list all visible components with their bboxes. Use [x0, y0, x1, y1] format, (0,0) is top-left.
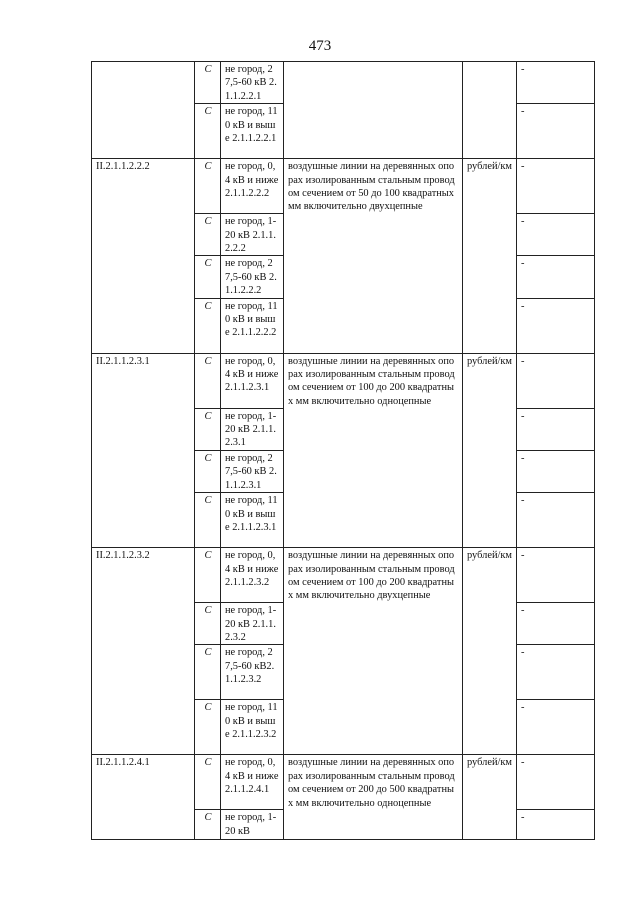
unit-cell	[463, 62, 517, 159]
item-code-cell: II.2.1.1.2.3.1	[92, 353, 195, 547]
tariff-table-body	[92, 62, 595, 840]
rate-value-cell: -	[517, 298, 595, 353]
category-letter-cell: С	[195, 159, 221, 214]
item-code-cell: II.2.1.1.2.2.2	[92, 159, 195, 353]
rate-value-cell: -	[517, 700, 595, 755]
line-description-cell: воздушные линии на деревянных опорах изолированным стальным проводом сечением от 200 до 500 квадратных мм включительно одноцепные	[284, 755, 463, 840]
table-row	[92, 755, 595, 810]
area-voltage-cell: не город, 110 кВ и выше 2.1.1.2.3.1	[221, 493, 284, 548]
rate-value-cell: -	[517, 603, 595, 645]
line-description-cell: воздушные линии на деревянных опорах изолированным стальным проводом сечением от 100 до 200 квадратных мм включительно одноцепные	[284, 353, 463, 547]
table-row	[92, 62, 595, 104]
category-letter-cell: С	[195, 645, 221, 700]
category-letter-cell: С	[195, 62, 221, 104]
rate-value-cell: -	[517, 256, 595, 298]
unit-cell: рублей/км	[463, 755, 517, 840]
area-voltage-cell: не город, 110 кВ и выше 2.1.1.2.3.2	[221, 700, 284, 755]
area-voltage-cell: не город, 0,4 кВ и ниже 2.1.1.2.3.1	[221, 353, 284, 408]
rate-value-cell: -	[517, 645, 595, 700]
item-code-cell	[92, 62, 195, 159]
category-letter-cell: С	[195, 104, 221, 159]
category-letter-cell: С	[195, 493, 221, 548]
area-voltage-cell: не город, 110 кВ и выше 2.1.1.2.2.2	[221, 298, 284, 353]
category-letter-cell: С	[195, 450, 221, 492]
category-letter-cell: С	[195, 548, 221, 603]
unit-cell: рублей/км	[463, 548, 517, 755]
area-voltage-cell: не город, 1-20 кВ 2.1.1.2.2.2	[221, 214, 284, 256]
area-voltage-cell: не город, 27,5-60 кВ 2.1.1.2.2.1	[221, 62, 284, 104]
rate-value-cell: -	[517, 548, 595, 603]
rate-value-cell: -	[517, 104, 595, 159]
table-row	[92, 159, 595, 214]
rate-value-cell: -	[517, 62, 595, 104]
category-letter-cell: С	[195, 256, 221, 298]
unit-cell: рублей/км	[463, 353, 517, 547]
category-letter-cell: С	[195, 700, 221, 755]
area-voltage-cell: не город, 110 кВ и выше 2.1.1.2.2.1	[221, 104, 284, 159]
rate-value-cell: -	[517, 159, 595, 214]
rate-value-cell: -	[517, 450, 595, 492]
table-row	[92, 353, 595, 408]
rate-value-cell: -	[517, 493, 595, 548]
area-voltage-cell: не город, 27,5-60 кВ 2.1.1.2.3.1	[221, 450, 284, 492]
rate-value-cell: -	[517, 408, 595, 450]
area-voltage-cell: не город, 27,5-60 кВ2.1.1.2.3.2	[221, 645, 284, 700]
tariff-table	[91, 61, 595, 840]
area-voltage-cell: не город, 1-20 кВ 2.1.1.2.3.2	[221, 603, 284, 645]
page-number: 473	[308, 38, 332, 54]
rate-value-cell: -	[517, 755, 595, 810]
item-code-cell: II.2.1.1.2.4.1	[92, 755, 195, 840]
rate-value-cell: -	[517, 214, 595, 256]
category-letter-cell: С	[195, 603, 221, 645]
table-row	[92, 548, 595, 603]
item-code-cell: II.2.1.1.2.3.2	[92, 548, 195, 755]
unit-cell: рублей/км	[463, 159, 517, 353]
area-voltage-cell: не город, 1-20 кВ	[221, 810, 284, 840]
rate-value-cell: -	[517, 810, 595, 840]
area-voltage-cell: не город, 1-20 кВ 2.1.1.2.3.1	[221, 408, 284, 450]
category-letter-cell: С	[195, 408, 221, 450]
area-voltage-cell: не город, 0,4 кВ и ниже 2.1.1.2.3.2	[221, 548, 284, 603]
area-voltage-cell: не город, 0,4 кВ и нижe 2.1.1.2.4.1	[221, 755, 284, 810]
rate-value-cell: -	[517, 353, 595, 408]
category-letter-cell: С	[195, 214, 221, 256]
category-letter-cell: С	[195, 353, 221, 408]
line-description-cell: воздушные линии на деревянных опорах изолированным стальным проводом сечением от 50 до 100 квадратных мм включительно двухцепные	[284, 159, 463, 353]
category-letter-cell: С	[195, 755, 221, 810]
line-description-cell: воздушные линии на деревянных опорах изолированным стальным проводом сечением от 100 до 200 квадратных мм включительно двухцепные	[284, 548, 463, 755]
area-voltage-cell: не город, 27,5-60 кВ 2.1.1.2.2.2	[221, 256, 284, 298]
category-letter-cell: С	[195, 298, 221, 353]
area-voltage-cell: не город, 0,4 кВ и ниже 2.1.1.2.2.2	[221, 159, 284, 214]
category-letter-cell: С	[195, 810, 221, 840]
line-description-cell	[284, 62, 463, 159]
